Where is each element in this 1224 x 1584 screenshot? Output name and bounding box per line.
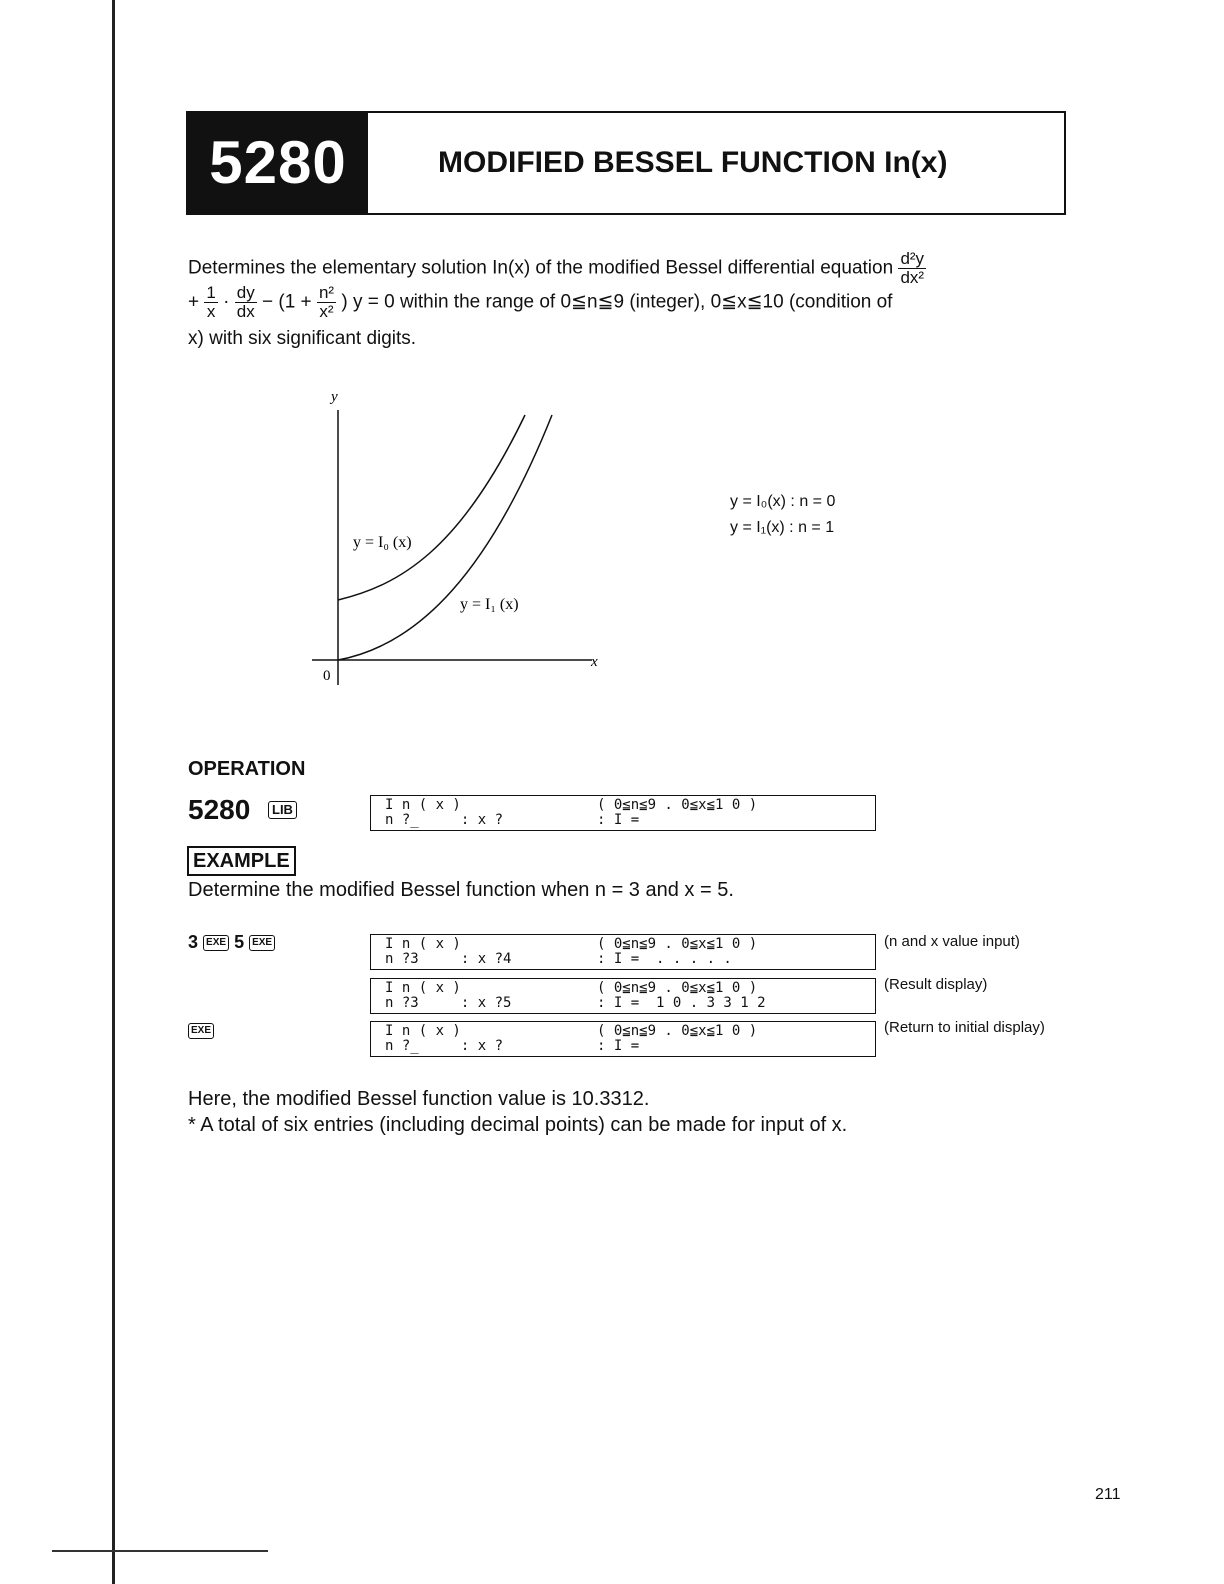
- fraction-d2y-dx2: [898, 250, 926, 287]
- lcd-line2-right: : I =: [597, 1038, 640, 1054]
- lib-key-icon: LIB: [268, 801, 297, 819]
- lcd-line2-right: : I = . . . . .: [597, 951, 732, 967]
- operation-heading: OPERATION: [188, 758, 306, 780]
- curve-i0-label: y = I₀ (x): [353, 534, 412, 551]
- example-label: EXAMPLE: [187, 846, 296, 876]
- result-line-1: Here, the modified Bessel function value is 10.3312.: [188, 1088, 650, 1110]
- fraction-denominator: x²: [319, 302, 334, 321]
- legend-n1: y = I₁(x) : n = 1: [730, 519, 835, 536]
- binding-edge: [112, 0, 115, 1584]
- fraction-n2-x2: [317, 284, 336, 321]
- origin-label: 0: [323, 668, 331, 684]
- fraction-dy-dx: [235, 284, 257, 321]
- key-3: 3: [188, 932, 199, 952]
- minus-paren: − (1 +: [262, 291, 312, 313]
- note-step-1: (n and x value input): [884, 933, 1020, 950]
- fraction-denominator: dx²: [900, 268, 925, 287]
- description-line-1: [188, 250, 926, 287]
- operation-program-number: 5280: [188, 794, 251, 825]
- lcd-line2-right: : I = 1 0 . 3 3 1 2: [597, 995, 766, 1011]
- lcd-line1-left: I n ( x ): [385, 797, 461, 813]
- lcd-line2-left: n ?_ : x ?: [385, 1038, 504, 1054]
- page-title: MODIFIED BESSEL FUNCTION In(x): [438, 146, 948, 179]
- lcd-line1-left: I n ( x ): [385, 936, 461, 952]
- legend-n0: y = I₀(x) : n = 0: [730, 493, 836, 510]
- key-5: 5: [234, 932, 245, 952]
- title-box: [186, 111, 1066, 215]
- lcd-line1-right: ( 0≦n≦9 . 0≦x≦1 0 ): [597, 797, 758, 813]
- binding-shadow: [52, 1550, 268, 1552]
- step-3-keys: [188, 1020, 214, 1041]
- dot-operator: ·: [223, 291, 230, 313]
- program-number-badge: 5280: [188, 113, 368, 213]
- fraction-1-x: [204, 284, 217, 321]
- exe-key-icon: EXE: [188, 1023, 214, 1039]
- fraction-numerator: 1: [206, 283, 216, 302]
- fraction-numerator: dy: [236, 283, 255, 302]
- lcd-line1-right: ( 0≦n≦9 . 0≦x≦1 0 ): [597, 980, 758, 996]
- lcd-line1-right: ( 0≦n≦9 . 0≦x≦1 0 ): [597, 936, 758, 952]
- description-text-1: Determines the elementary solution In(x) of the modified Bessel differential equation: [188, 257, 894, 279]
- result-line-2: * A total of six entries (including decimal points) can be made for input of x.: [188, 1114, 848, 1136]
- fraction-numerator: n²: [318, 283, 335, 302]
- exe-key-icon: EXE: [249, 935, 275, 951]
- fraction-numerator: d²y: [900, 249, 925, 268]
- lcd-line2-right: : I =: [597, 812, 640, 828]
- lcd-line2-left: n ?3 : x ?5: [385, 995, 512, 1011]
- lcd-line1-right: ( 0≦n≦9 . 0≦x≦1 0 ): [597, 1023, 758, 1039]
- lcd-line1-left: I n ( x ): [385, 980, 461, 996]
- note-step-2: (Result display): [884, 976, 988, 993]
- example-text: Determine the modified Bessel function when n = 3 and x = 5.: [188, 879, 734, 901]
- lcd-line2-left: n ?3 : x ?4: [385, 951, 512, 967]
- lcd-display-step-2: [370, 978, 876, 1014]
- lcd-line1-left: I n ( x ): [385, 1023, 461, 1039]
- step-1-keys: [188, 932, 275, 953]
- curve-i1-label: y = I₁ (x): [460, 596, 519, 613]
- lcd-display-step-1: [370, 934, 876, 970]
- lcd-display-initial: [370, 795, 876, 831]
- bessel-graph: [300, 380, 620, 690]
- description-line-3: x) with six significant digits.: [188, 328, 417, 349]
- plus-sign: +: [188, 291, 200, 313]
- page-number: 211: [1095, 1486, 1121, 1503]
- description-text-2: ) y = 0 within the range of 0≦n≦9 (integer), 0≦x≦10 (condition of: [341, 291, 893, 313]
- fraction-denominator: x: [206, 302, 216, 321]
- lcd-display-step-3: [370, 1021, 876, 1057]
- lcd-line2-left: n ?_ : x ?: [385, 812, 504, 828]
- x-axis-label: x: [591, 654, 598, 670]
- fraction-denominator: dx: [236, 302, 255, 321]
- exe-key-icon: EXE: [203, 935, 229, 951]
- curve-i0: [338, 415, 525, 600]
- y-axis-label: y: [331, 389, 338, 405]
- description-line-2: [188, 284, 892, 321]
- note-step-3: (Return to initial display): [884, 1019, 1045, 1036]
